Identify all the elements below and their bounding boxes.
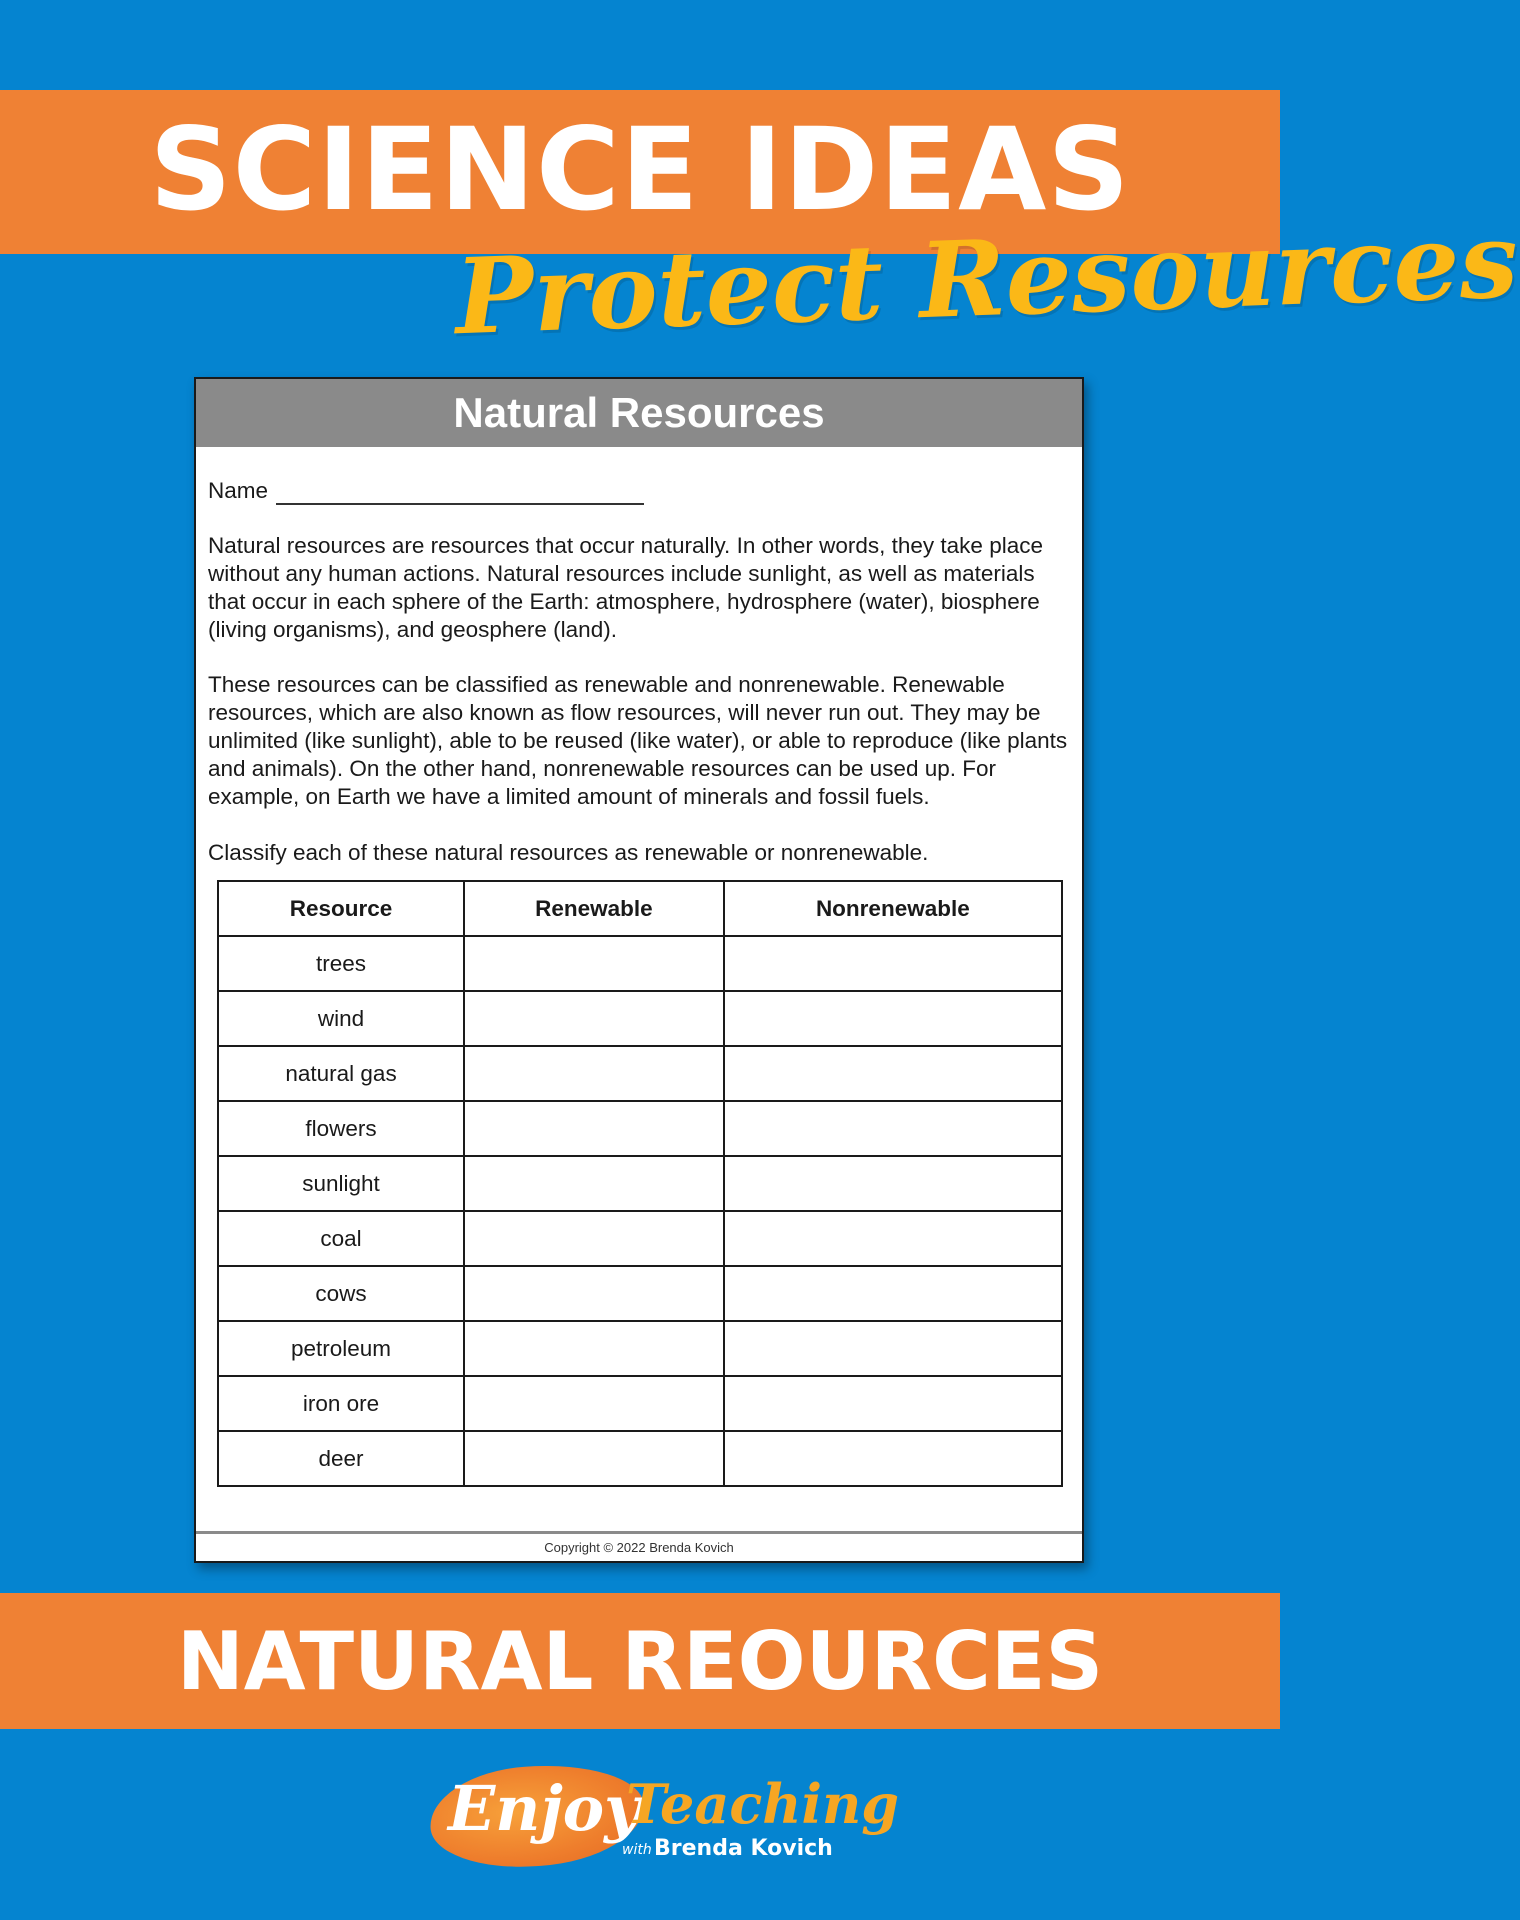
nonrenewable-cell xyxy=(724,1211,1062,1266)
logo-word-teaching: Teaching xyxy=(626,1772,900,1836)
table-row xyxy=(218,991,1062,1046)
renewable-cell xyxy=(464,1266,724,1321)
table-row xyxy=(218,1046,1062,1101)
renewable-cell xyxy=(464,1156,724,1211)
resource-cell: natural gas xyxy=(218,1046,464,1101)
logo-word-enjoy: Enjoy xyxy=(448,1772,641,1845)
renewable-cell xyxy=(464,1046,724,1101)
name-label: Name xyxy=(208,478,269,503)
table-row xyxy=(218,1101,1062,1156)
nonrenewable-cell xyxy=(724,1376,1062,1431)
worksheet xyxy=(194,377,1084,1563)
table-row xyxy=(218,1376,1062,1431)
renewable-cell xyxy=(464,1211,724,1266)
nonrenewable-cell xyxy=(724,1321,1062,1376)
worksheet-title: Natural Resources xyxy=(453,389,825,436)
resource-cell: deer xyxy=(218,1431,464,1486)
bottom-banner xyxy=(0,1593,1280,1729)
renewable-cell xyxy=(464,1431,724,1486)
bottom-banner-text: NATURAL REOURCES xyxy=(176,1614,1104,1708)
nonrenewable-cell xyxy=(724,1101,1062,1156)
resource-cell: trees xyxy=(218,936,464,991)
paragraph-1: Natural resources are resources that occur naturally. In other words, they take place without any human actions. Natural resources include sunlight, as well as materials that occur in each sphere of the Earth: atmosphere, hydrosphere (water), biosphere (living organisms), and geosphere (land). xyxy=(208,533,1043,642)
table-row xyxy=(218,1431,1062,1486)
renewable-cell xyxy=(464,936,724,991)
worksheet-header xyxy=(196,379,1082,447)
logo-with: with xyxy=(622,1842,652,1858)
copyright-text: Copyright © 2022 Brenda Kovich xyxy=(544,1540,734,1555)
header-nonrenewable: Nonrenewable xyxy=(724,881,1062,936)
nonrenewable-cell xyxy=(724,1431,1062,1486)
table-row xyxy=(218,1211,1062,1266)
instruction: Classify each of these natural resources as renewable or nonrenewable. xyxy=(208,840,929,865)
logo-author: Brenda Kovich xyxy=(654,1836,833,1861)
renewable-cell xyxy=(464,1101,724,1156)
table-row xyxy=(218,1321,1062,1376)
table-row xyxy=(218,1266,1062,1321)
resource-cell: sunlight xyxy=(218,1156,464,1211)
header-renewable: Renewable xyxy=(464,881,724,936)
nonrenewable-cell xyxy=(724,991,1062,1046)
brand-logo xyxy=(426,1760,900,1880)
worksheet-body xyxy=(196,477,1082,1487)
resource-cell: petroleum xyxy=(218,1321,464,1376)
paragraph-2: These resources can be classified as renewable and nonrenewable. Renewable resources, which are also known as flow resources, will never run out. They may be unlimited (like sunlight), able to be reused (like water), or able to reproduce (like plants and animals). On the other hand, nonrenewable resources can be used up. For example, on Earth we have a limited amount of minerals and fossil fuels. xyxy=(208,672,1068,809)
resource-cell: cows xyxy=(218,1266,464,1321)
resource-cell: iron ore xyxy=(218,1376,464,1431)
resource-cell: coal xyxy=(218,1211,464,1266)
copyright-footer xyxy=(196,1531,1082,1561)
nonrenewable-cell xyxy=(724,936,1062,991)
nonrenewable-cell xyxy=(724,1156,1062,1211)
nonrenewable-cell xyxy=(724,1046,1062,1101)
classification-table xyxy=(217,880,1063,1487)
page-title: SCIENCE IDEAS xyxy=(149,102,1131,236)
table-row xyxy=(218,1156,1062,1211)
table-header-row xyxy=(218,881,1062,936)
renewable-cell xyxy=(464,1321,724,1376)
script-subtitle: Protect Resources xyxy=(453,198,1520,359)
resource-cell: flowers xyxy=(218,1101,464,1156)
nonrenewable-cell xyxy=(724,1266,1062,1321)
renewable-cell xyxy=(464,1376,724,1431)
header-resource: Resource xyxy=(218,881,464,936)
renewable-cell xyxy=(464,991,724,1046)
name-blank xyxy=(276,481,644,505)
table-row xyxy=(218,936,1062,991)
name-line xyxy=(208,477,1070,505)
resource-cell: wind xyxy=(218,991,464,1046)
